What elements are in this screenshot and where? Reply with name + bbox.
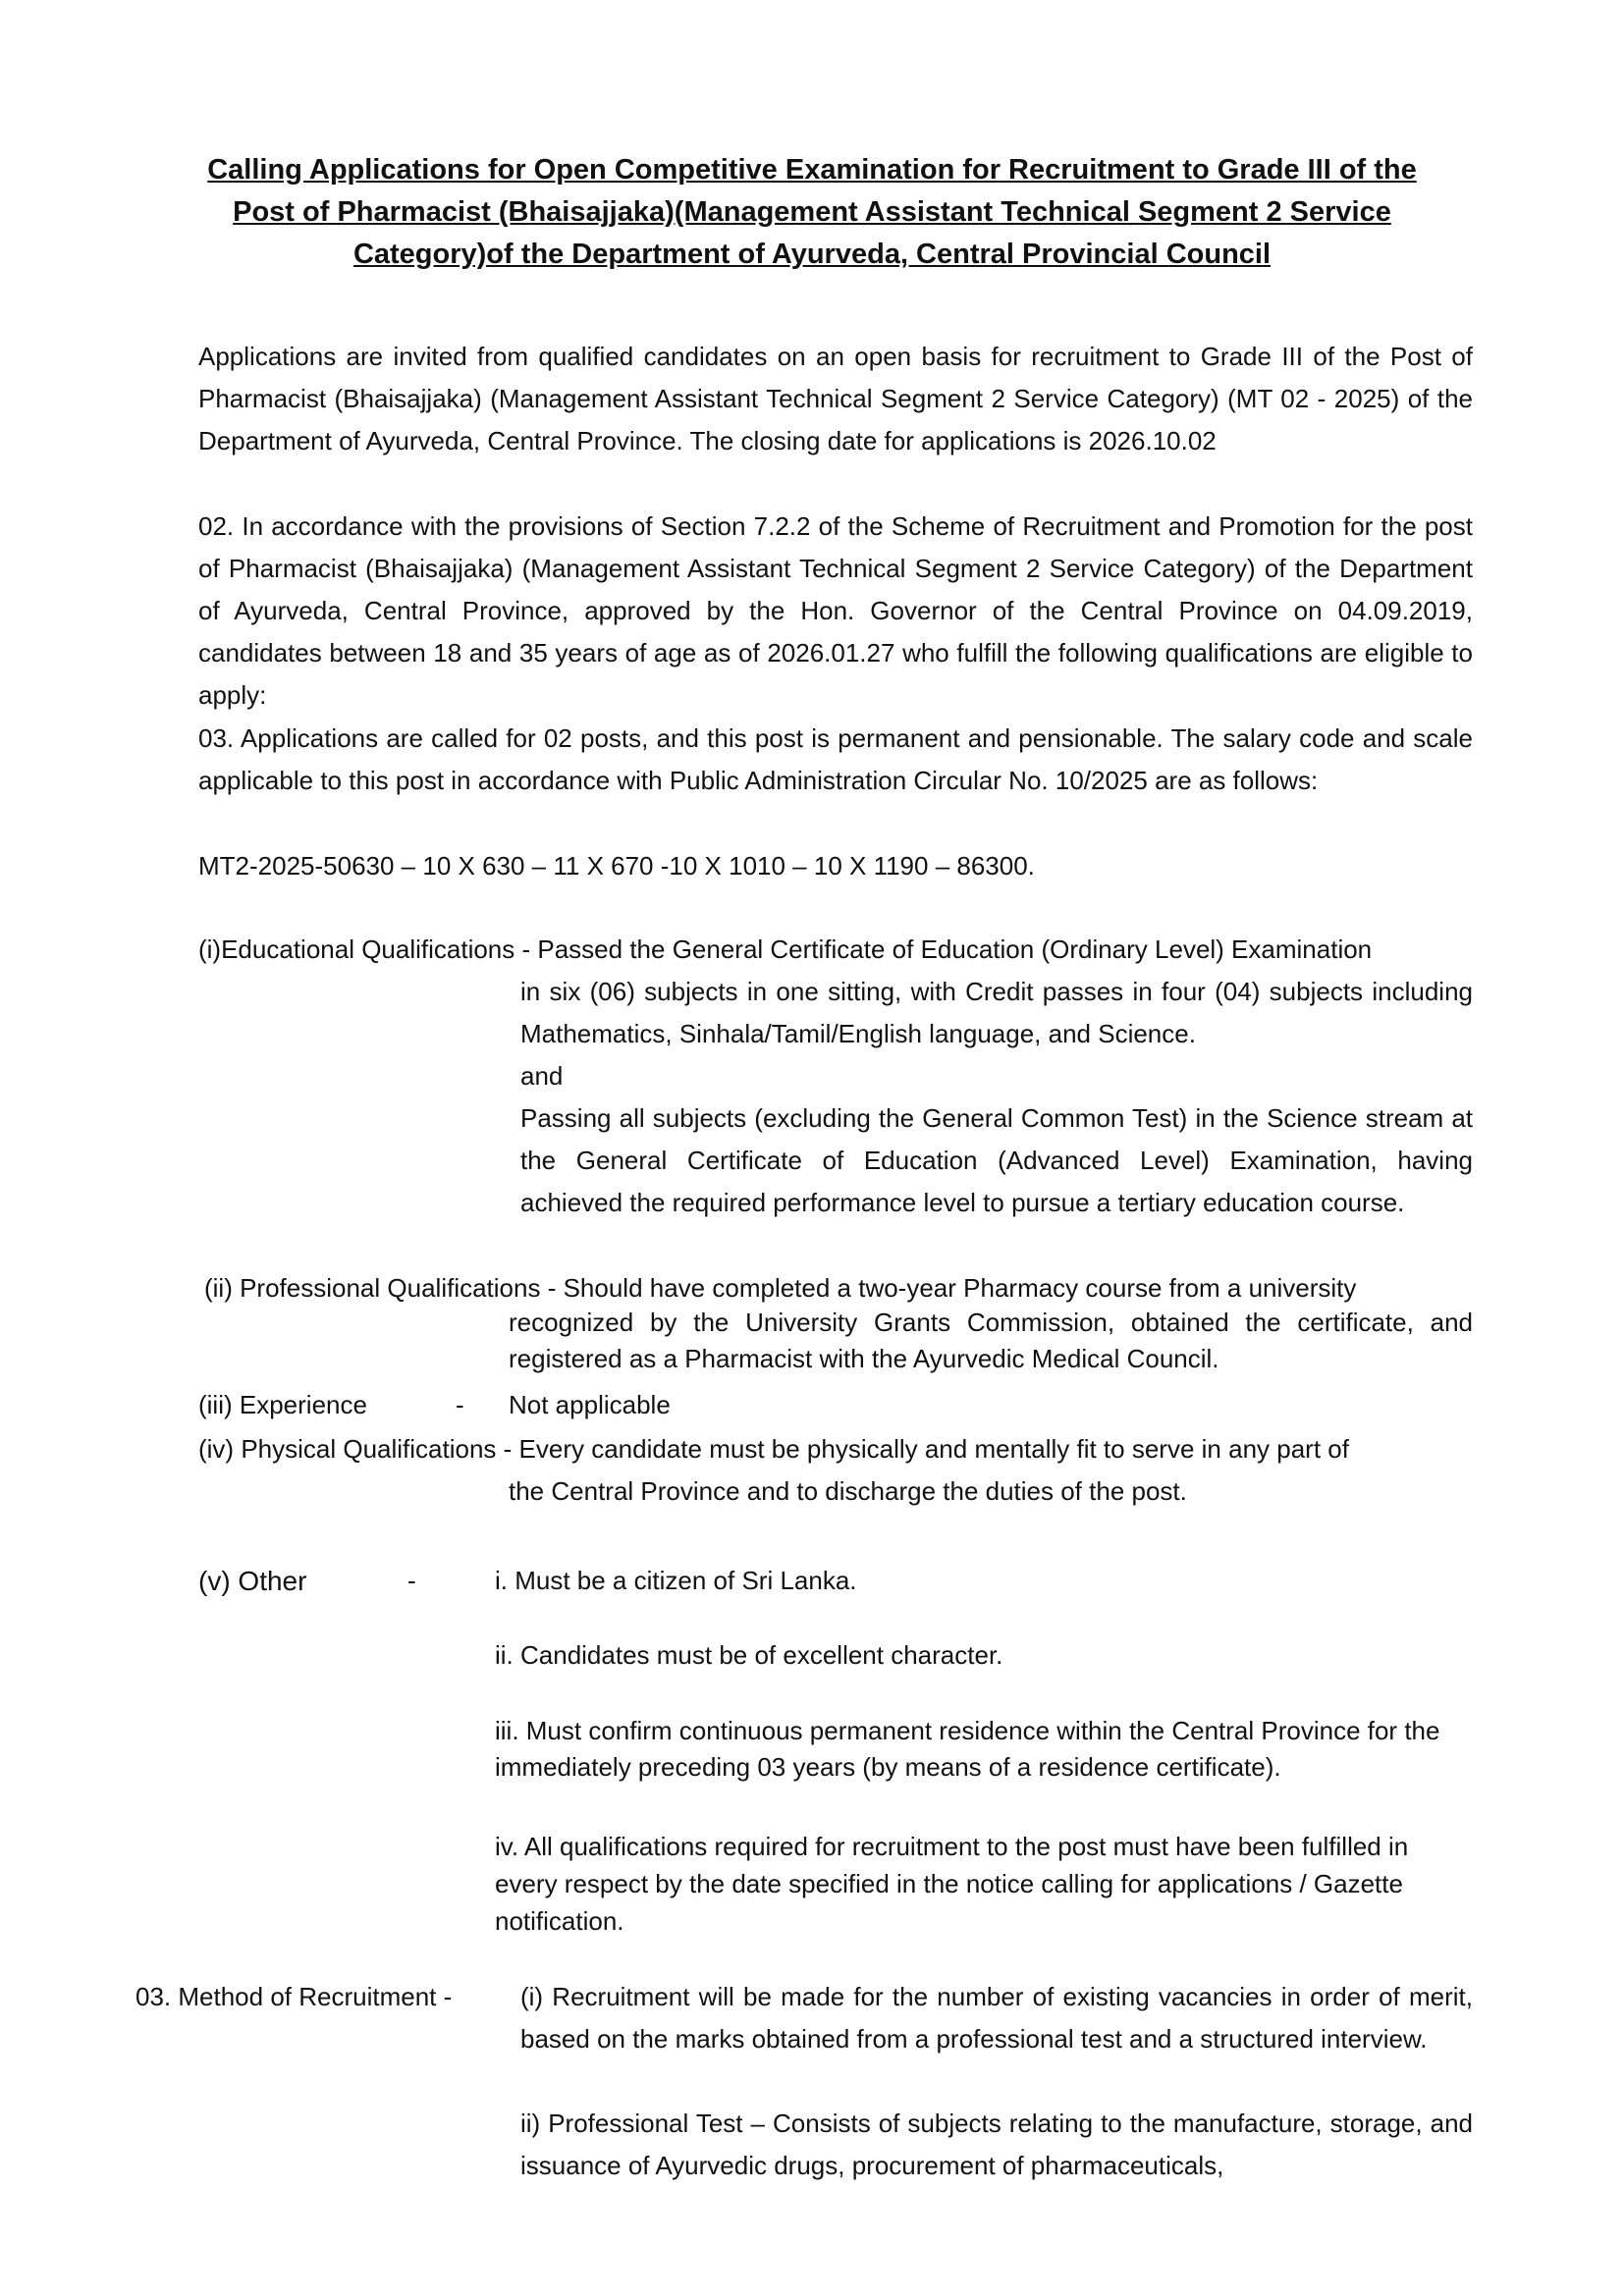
other-label: (v) Other: [198, 1566, 307, 1596]
salary-scale: MT2-2025-50630 – 10 X 630 – 11 X 670 -10 X 1010 – 10 X 1190 – 86300.: [198, 851, 1035, 881]
other-item-1: i. Must be a citizen of Sri Lanka.: [495, 1566, 857, 1595]
prof-qualifications-text: recognized by the University Grants Commission, obtained the certificate, and registered as a Pharmacist with the Ayurvedic Medical Council.: [509, 1308, 1473, 1373]
title-line-2: Post of Pharmacist (Bhaisajjaka)(Management Assistant Technical Segment 2 Service: [233, 196, 1391, 228]
other-item-3: iii. Must confirm continuous permanent residence within the Central Province for the immediately preceding 03 years (by means of a residence certificate).: [495, 1716, 1440, 1782]
experience-dash: -: [456, 1390, 464, 1419]
recruitment-label: 03. Method of Recruitment -: [135, 1982, 453, 2011]
section-02-paragraph: 02. In accordance with the provisions of Section 7.2.2 of the Scheme of Recruitment and Promotion for the post of Pharmacist (Bhaisajjaka) (Management Assistant Technical Segment 2 Service Category) of the Department of Ayurveda, Central Province, approved by the Hon. Governor of the Central Province on 04.09.2019, candidates between 18 and 35 years of age as of 2026.01.27 who fulfill the following qualifications are eligible to apply:: [198, 511, 1473, 710]
title-line-1: Calling Applications for Open Competitive Examination for Recruitment to Grade III of the: [207, 154, 1417, 186]
physical-qualifications-label: (iv) Physical Qualifications - Every candidate must be physically and mentally fit to serve in any part of: [198, 1434, 1349, 1464]
recruitment-item-1: (i) Recruitment will be made for the number of existing vacancies in order of merit, based on the marks obtained from a professional test and a structured interview.: [520, 1982, 1473, 2054]
other-item-4: iv. All qualifications required for recruitment to the post must have been fulfilled in every respect by the date specified in the notice calling for applications / Gazette notification.: [495, 1832, 1409, 1936]
other-dash: -: [407, 1566, 416, 1595]
edu-and: and: [520, 1061, 564, 1091]
edu-qualifications-text-1: in six (06) subjects in one sitting, with Credit passes in four (04) subjects including Mathematics, Sinhala/Tamil/English language, and Science.: [520, 977, 1473, 1048]
page-title: [196, 149, 1428, 276]
edu-qualifications-label: (i)Educational Qualifications - Passed the General Certificate of Education (Ordinary Level) Examination: [198, 934, 1373, 964]
title-line-3: Category)of the Department of Ayurveda, Central Provincial Council: [352, 239, 1272, 270]
recruitment-item-2: ii) Professional Test – Consists of subjects relating to the manufacture, storage, and issuance of Ayurvedic drugs, procurement of pharmaceuticals,: [520, 2109, 1473, 2180]
experience-text: Not applicable: [509, 1390, 671, 1419]
physical-qualifications-text: the Central Province and to discharge the duties of the post.: [509, 1476, 1187, 1506]
other-item-2: ii. Candidates must be of excellent character.: [495, 1640, 1003, 1670]
experience-label: (iii) Experience: [198, 1390, 367, 1419]
intro-paragraph: Applications are invited from qualified candidates on an open basis for recruitment to Grade III of the Post of Pharmacist (Bhaisajjaka) (Management Assistant Technical Segment 2 Service Category) (MT 02 - 2025) of the Department of Ayurveda, Central Province. The closing date for applications is 2026.10.02: [198, 342, 1473, 455]
section-03-paragraph: 03. Applications are called for 02 posts, and this post is permanent and pensionable. The salary code and scale applicable to this post in accordance with Public Administration Circular No. 10/2025 are as follows:: [198, 723, 1473, 795]
prof-qualifications-label: (ii) Professional Qualifications - Should have completed a two-year Pharmacy course from a university: [204, 1273, 1357, 1303]
edu-qualifications-text-2: Passing all subjects (excluding the General Common Test) in the Science stream at the General Certificate of Education (Advanced Level) Examination, having achieved the required performance level to pursue a tertiary education course.: [520, 1103, 1473, 1217]
